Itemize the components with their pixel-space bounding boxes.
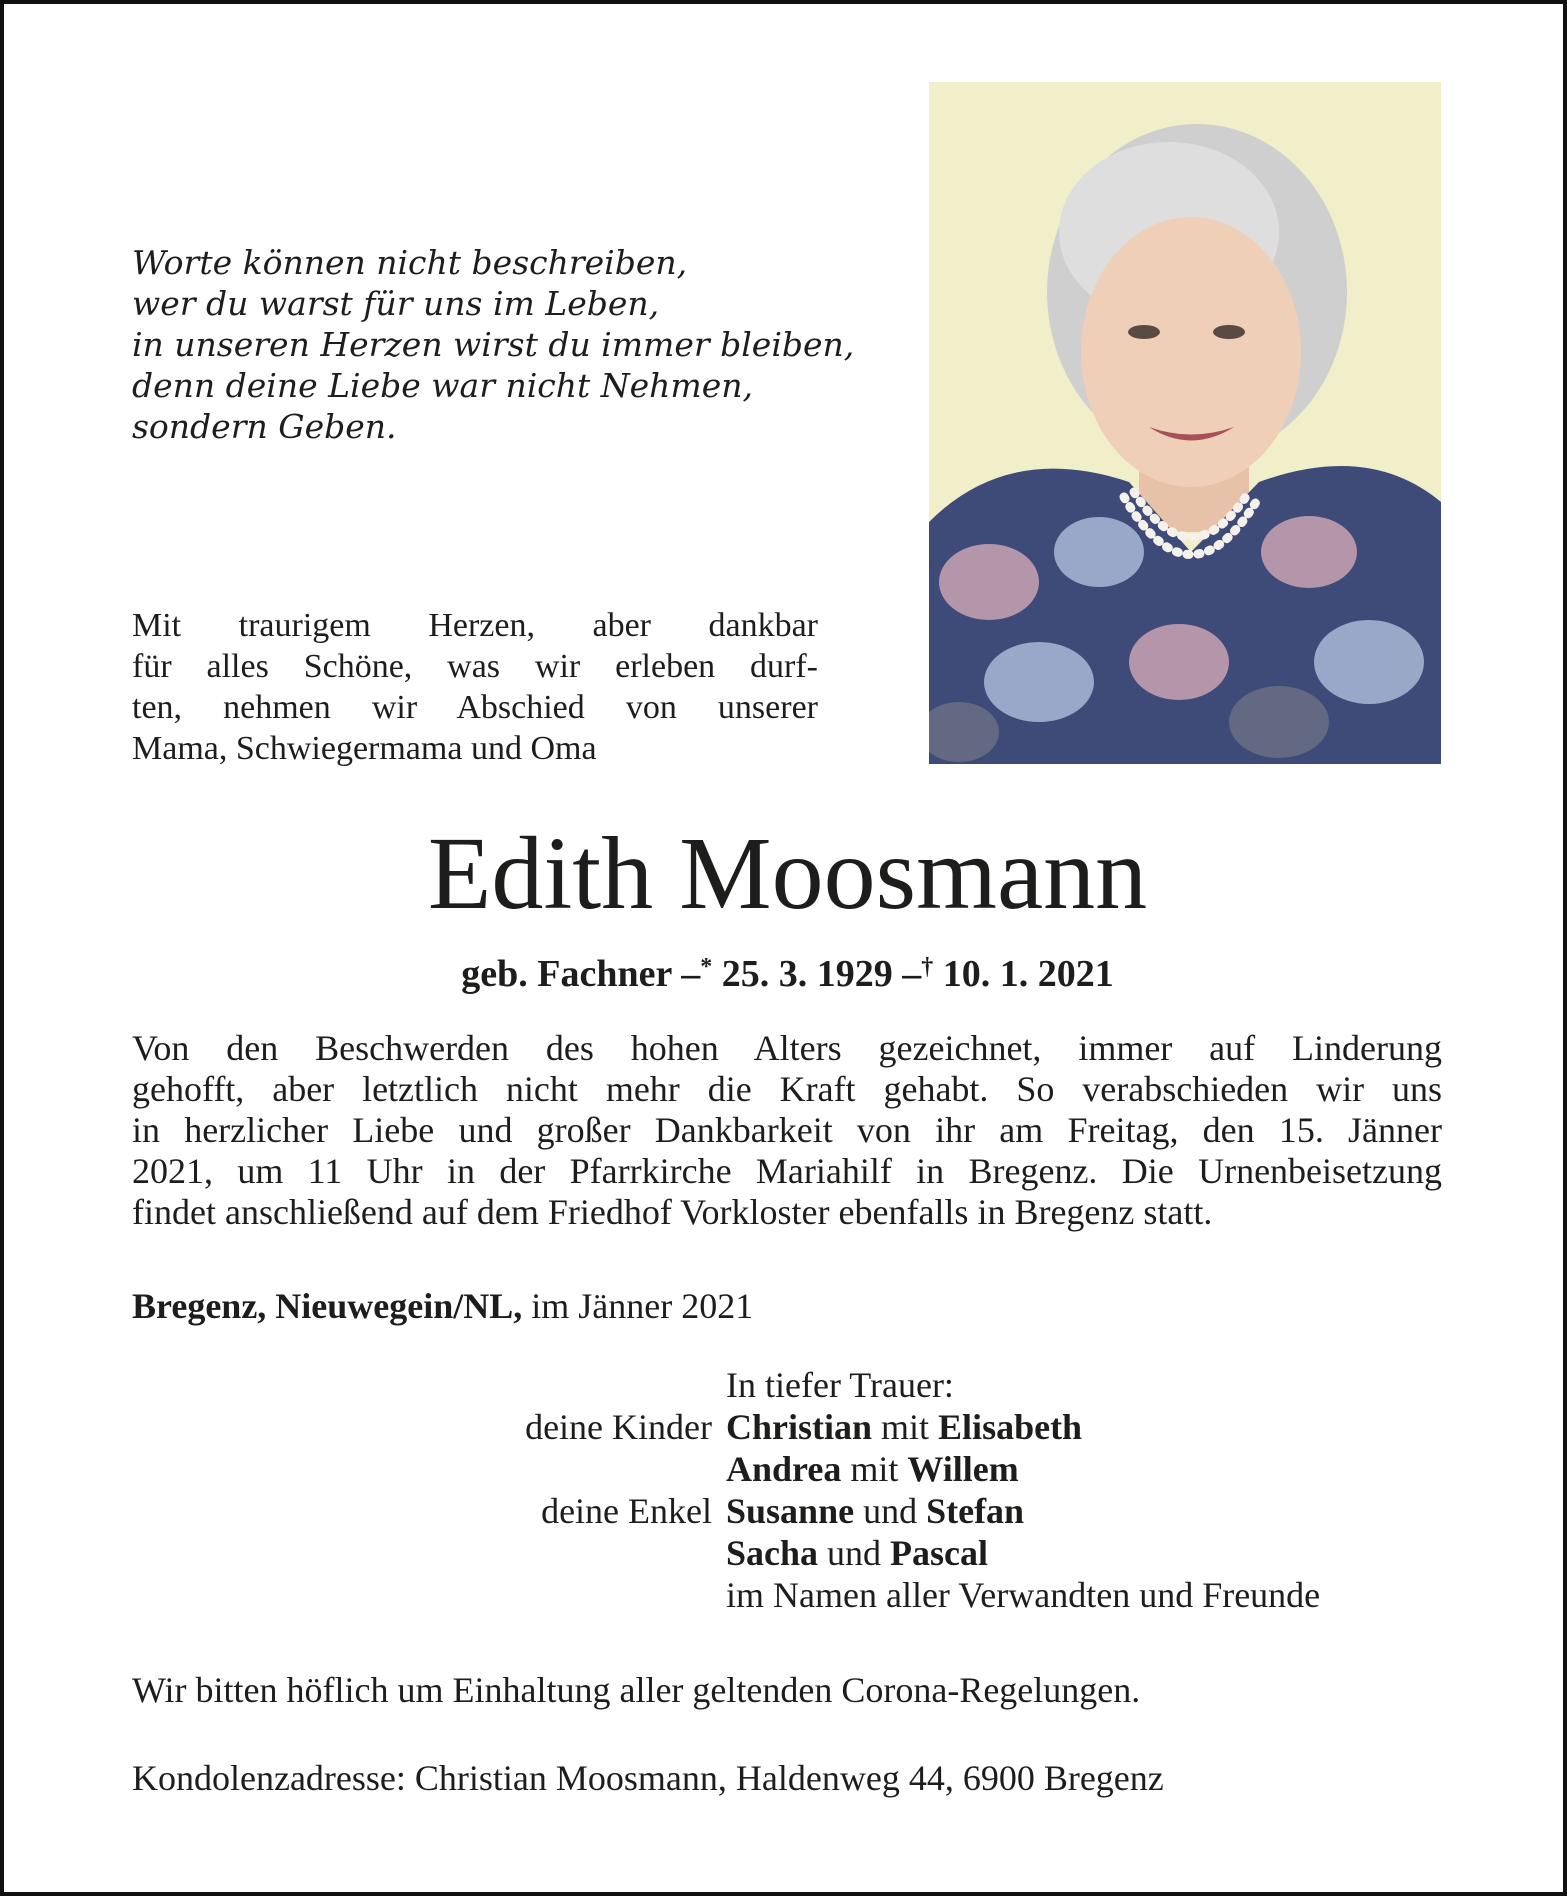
- mourners-heading-row: [404, 1364, 1444, 1406]
- death-date: 10. 1. 2021: [942, 953, 1114, 995]
- poem-line: denn deine Liebe war nicht Nehmen,: [132, 366, 753, 405]
- mourner-name: Stefan: [926, 1491, 1025, 1531]
- joiner: mit: [850, 1449, 899, 1489]
- joiner: und: [827, 1533, 882, 1573]
- mourner-name: Sacha: [726, 1533, 819, 1573]
- children-label: deine Kinder: [525, 1407, 712, 1447]
- mourners-heading: In tiefer Trauer:: [726, 1365, 954, 1405]
- separator: –: [681, 953, 701, 995]
- mourners-closing: im Namen aller Verwandten und Freunde: [726, 1575, 1321, 1615]
- mourner-row: [404, 1406, 1444, 1448]
- birth-date: 25. 3. 1929: [721, 953, 893, 995]
- poem-line: sondern Geben.: [132, 407, 397, 446]
- poem-line: in unseren Herzen wirst du immer bleiben,: [132, 325, 855, 364]
- mourner-name: Susanne: [726, 1491, 855, 1531]
- intro-line: Mit traurigem Herzen, aber dankbar: [132, 607, 818, 644]
- life-dates: [4, 944, 1567, 997]
- announcement-line: findet anschließend auf dem Friedhof Vorkloster ebenfalls in Bregenz statt.: [132, 1192, 1213, 1232]
- poem-line: Worte können nicht beschreiben,: [132, 243, 688, 282]
- date: im Jänner 2021: [531, 1286, 754, 1326]
- places: Bregenz, Nieuwegein/NL,: [132, 1286, 523, 1326]
- death-symbol: †: [921, 954, 934, 980]
- joiner: mit: [881, 1407, 930, 1447]
- farewell-intro: [132, 605, 818, 769]
- announcement-line: in herzlicher Liebe und großer Dankbarkeit von ihr am Freitag, den 15. Jänner: [132, 1110, 1442, 1150]
- poem-line: wer du warst für uns im Leben,: [132, 284, 660, 323]
- place-and-date: [132, 1284, 753, 1328]
- announcement-line: Von den Beschwerden des hohen Alters gezeichnet, immer auf Linderung: [132, 1028, 1442, 1068]
- memorial-poem: [132, 242, 892, 447]
- mourner-row: [404, 1448, 1444, 1490]
- announcement-line: 2021, um 11 Uhr in der Pfarrkirche Mariahilf in Bregenz. Die Urnenbeisetzung: [132, 1151, 1442, 1191]
- intro-line: ten, nehmen wir Abschied von unserer: [132, 689, 818, 726]
- birth-name: geb. Fachner: [461, 953, 672, 995]
- mourner-row: [404, 1532, 1444, 1574]
- joiner: und: [863, 1491, 918, 1531]
- announcement-line: gehofft, aber letztlich nicht mehr die Kraft gehabt. So verabschieden wir uns: [132, 1069, 1442, 1109]
- portrait-illustration: [929, 82, 1441, 764]
- mourners-list: [404, 1364, 1444, 1616]
- funeral-announcement: [132, 1028, 1442, 1233]
- intro-line: für alles Schöne, was wir erleben durf-: [132, 648, 818, 685]
- grandchildren-label: deine Enkel: [541, 1491, 712, 1531]
- mourner-name: Christian: [726, 1407, 873, 1447]
- mourner-row: [404, 1490, 1444, 1532]
- intro-line: Mama, Schwiegermama und Oma: [132, 730, 597, 767]
- corona-note: Wir bitten höflich um Einhaltung aller geltenden Corona-Regelungen.: [132, 1670, 1141, 1710]
- mourners-closing-row: [404, 1574, 1444, 1616]
- mourner-name: Willem: [907, 1449, 1019, 1489]
- condolence-address: Kondolenzadresse: Christian Moosmann, Haldenweg 44, 6900 Bregenz: [132, 1758, 1164, 1798]
- mourner-name: Elisabeth: [938, 1407, 1083, 1447]
- portrait-photo: [929, 82, 1441, 764]
- separator: –: [902, 953, 922, 995]
- mourner-name: Andrea: [726, 1449, 842, 1489]
- birth-symbol: *: [700, 954, 713, 980]
- deceased-name: Edith Moosmann: [427, 816, 1148, 931]
- mourner-name: Pascal: [890, 1533, 989, 1573]
